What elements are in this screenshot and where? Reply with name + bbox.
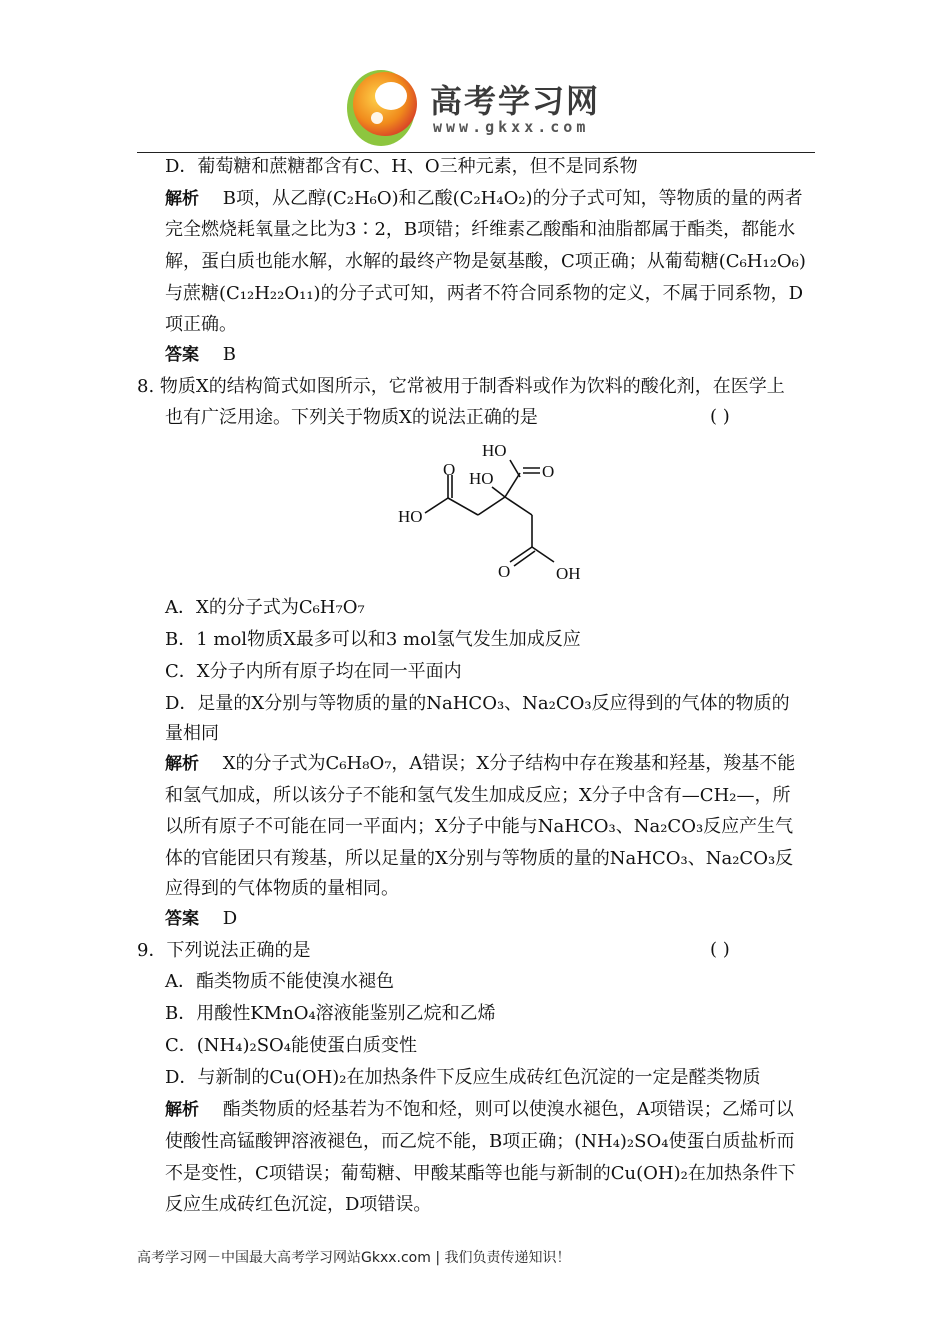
q8-analysis-line-3: 以所有原子不可能在同一平面内；X分子中能与NaHCO₃、Na₂CO₃反应产生气 [165,816,794,837]
logo-title: 高考学习网 [430,82,601,120]
q8-analysis-line-4: 体的官能团只有羧基，所以足量的X分别与等物质的量的NaHCO₃、Na₂CO₃反 [165,848,794,869]
q8-answer [165,907,237,931]
q9-option-a: A．酯类物质不能使溴水褪色 [165,971,394,992]
page-footer: 高考学习网－中国最大高考学习网站Gkxx.com | 我们负责传递知识！ [137,1250,571,1266]
logo-url: www.gkxx.com [433,118,590,136]
q9-answer-blank: ( ) [710,939,730,960]
structure-label: HO [482,441,507,460]
q8-option-d-line-2: 量相同 [165,723,219,744]
q7-answer [165,343,236,367]
q9-analysis-line-2: 使酸性高锰酸钾溶液褪色，而乙烷不能，B项正确；(NH₄)₂SO₄使蛋白质盐析而 [165,1131,795,1152]
q8-answer-blank: ( ) [710,406,730,427]
q9-analysis-line-1: 解析 酯类物质的烃基若为不饱和烃，则可以使溴水褪色，A项错误；乙烯可以 [165,1099,794,1120]
q8-stem-line-2: 也有广泛用途。下列关于物质X的说法正确的是 [165,407,538,428]
page-header [0,0,950,160]
q9-option-b: B．用酸性KMnO₄溶液能鉴别乙烷和乙烯 [165,1003,496,1024]
q7-analysis-line-4: 与蔗糖(C₁₂H₂₂O₁₁)的分子式可知，两者不符合同系物的定义，不属于同系物，D [165,283,803,304]
q8-option-d-line-1: D．足量的X分别与等物质的量的NaHCO₃、Na₂CO₃反应得到的气体的物质的 [165,693,790,714]
structure-label: HO [398,507,423,526]
q8-analysis-line-1: 解析 X的分子式为C₆H₈O₇，A错误；X分子结构中存在羧基和羟基，羧基不能 [165,753,796,774]
analysis-label: 解析 [165,189,199,209]
q8-option-b: B．1 mol物质X最多可以和3 mol氢气发生加成反应 [165,629,581,650]
structure-label: O [542,462,555,481]
citric-acid-structure [380,435,620,595]
q8-analysis-line-5: 应得到的气体物质的量相同。 [165,878,399,899]
q7-analysis-line-3: 解，蛋白质也能水解，水解的最终产物是氨基酸，C项正确；从葡萄糖(C₆H₁₂O₆) [165,251,806,272]
q8-stem-line-1: 8. 物质X的结构简式如图所示，它常被用于制香料或作为饮料的酸化剂，在医学上 [137,376,785,397]
q8-option-a: A．X的分子式为C₆H₇O₇ [165,597,365,618]
q9-analysis-line-3: 不是变性，C项错误；葡萄糖、甲酸某酯等也能与新制的Cu(OH)₂在加热条件下 [165,1163,796,1184]
analysis-label: 解析 [165,1100,199,1120]
structure-label: OH [556,564,581,583]
q8-option-c: C．X分子内所有原子均在同一平面内 [165,661,462,682]
answer-label: 答案 [165,345,199,365]
q7-analysis-line-5: 项正确。 [165,314,237,335]
structure-label: O [498,562,511,581]
q7-analysis-line-1: 解析 B项，从乙醇(C₂H₆O)和乙酸(C₂H₄O₂)的分子式可知，等物质的量的两者 [165,188,803,209]
answer-value: B [222,344,236,365]
q8-analysis-line-2: 和氢气加成，所以该分子不能和氢气发生加成反应；X分子中含有—CH₂—，所 [165,785,791,806]
q9-option-c: C．(NH₄)₂SO₄能使蛋白质变性 [165,1035,417,1056]
answer-label: 答案 [165,909,199,929]
q9-option-d: D．与新制的Cu(OH)₂在加热条件下反应生成砖红色沉淀的一定是醛类物质 [165,1067,761,1088]
q9-analysis-line-4: 反应生成砖红色沉淀，D项错误。 [165,1194,432,1215]
answer-value: D [222,908,238,929]
analysis-label: 解析 [165,754,199,774]
structure-label: HO [469,469,494,488]
header-divider [137,152,815,153]
structure-label: O [443,460,456,479]
q9-stem: 9．下列说法正确的是 [137,940,311,961]
q7-option-d: D．葡萄糖和蔗糖都含有C、H、O三种元素，但不是同系物 [165,156,638,177]
q7-analysis-line-2: 完全燃烧耗氧量之比为3∶2，B项错；纤维素乙酸酯和油脂都属于酯类，都能水 [165,219,796,240]
